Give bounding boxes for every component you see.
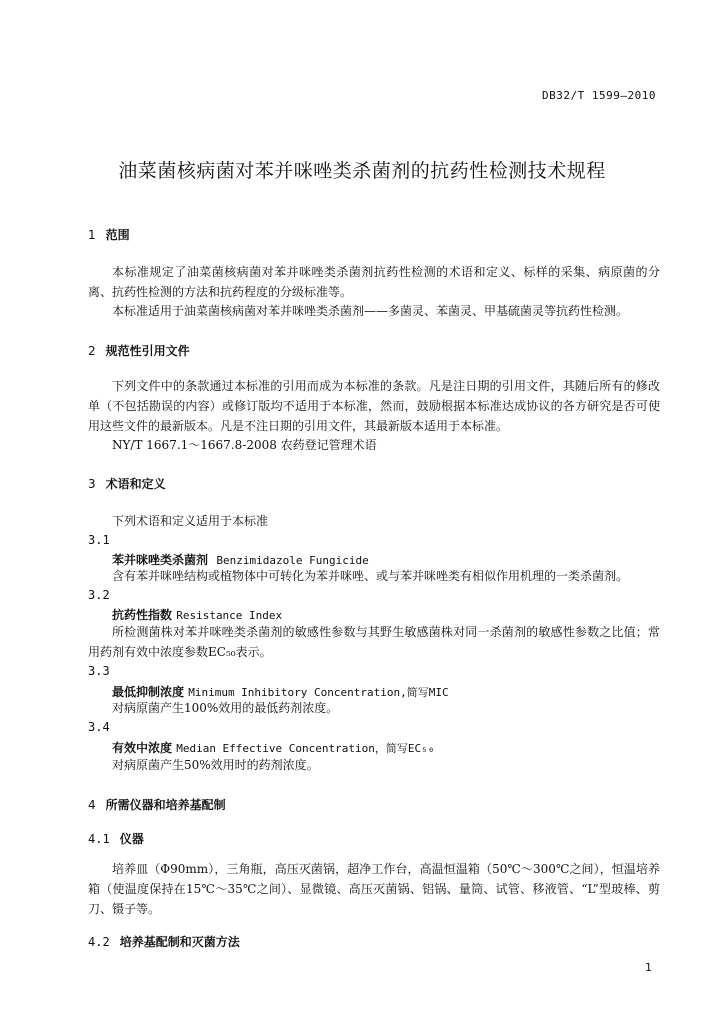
term-3-1-number: 3.1 [88,533,110,547]
term-chinese: 最低抑制浓度 [112,685,185,699]
section-number: 1 [88,228,96,242]
section-title: 仪器 [119,832,144,846]
term-3-2-number: 3.2 [88,588,110,602]
section-1-heading [88,226,130,243]
normative-reference: NY/T 1667.1～1667.8-2008 农药登记管理术语 [112,438,377,452]
term-english: Benzimidazole Fungicide [216,554,369,567]
term-3-4-definition: 对病原菌产生50%效用时的药剂浓度。 [112,758,319,772]
term-chinese: 抗药性指数 [112,608,173,622]
term-chinese: 有效中浓度 [112,741,173,755]
page-number: 1 [645,961,652,974]
section-4-2-heading [88,933,240,950]
section-number: 4.2 [88,935,110,949]
section-title: 规范性引用文件 [105,344,190,358]
section-title: 培养基配制和灭菌方法 [119,935,240,949]
term-chinese: 苯并咪唑类杀菌剂 [112,553,209,567]
term-3-1-definition: 含有苯并咪唑结构或植物体中可转化为苯并咪唑、或与苯并咪唑类有相似作用机理的一类杀菌剂。 [112,569,629,583]
section-number: 4.1 [88,832,110,846]
standard-code: DB32/T 1599—2010 [542,89,656,102]
term-3-4-title [112,739,434,756]
section-3-intro: 下列术语和定义适用于本标准 [112,514,269,528]
section-title: 范围 [105,228,130,242]
term-3-2-title [112,606,282,623]
term-english: Resistance Index [176,609,283,622]
term-english: Minimum Inhibitory Concentration,简写MIC [188,686,449,699]
section-1-paragraph-2: 本标准适用于油菜菌核病菌对苯并咪唑类杀菌剂——多菌灵、苯菌灵、甲基硫菌灵等抗药性检测。 [112,304,629,318]
term-3-4-number: 3.4 [88,720,110,734]
section-4-1-heading [88,830,144,847]
section-number: 2 [88,344,96,358]
section-2-heading [88,342,190,359]
term-english: Median Effective Concentration，简写EC₅₀ [176,742,435,755]
section-number: 4 [88,798,96,812]
section-title: 术语和定义 [105,477,166,491]
term-3-3-definition: 对病原菌产生100%效用的最低药剂浓度。 [112,701,339,715]
section-title: 所需仪器和培养基配制 [105,798,226,812]
term-3-2-definition: 所检测菌株对苯并咪唑类杀菌剂的敏感性参数与其野生敏感菌株对同一杀菌剂的敏感性参数之比值；常用药剂有效中浓度参数EC₅₀表示。 [88,625,660,659]
section-1-paragraph-1: 本标准规定了油菜菌核病菌对苯并咪唑类杀菌剂抗药性检测的术语和定义、标样的采集、病原菌的分离、抗药性检测的方法和抗药程度的分级标准等。 [88,265,660,299]
section-2-paragraph-1: 下列文件中的条款通过本标准的引用而成为本标准的条款。凡是注日期的引用文件，其随后所有的修改单（不包括勘误的内容）或修订版均不适用于本标准，然而，鼓励根据本标准达成协议的各方研究是否可使用这些文件的最新版本。凡是不注日期的引用文件，其最新版本适用于本标准。 [88,379,660,433]
section-number: 3 [88,477,96,491]
section-4-heading [88,796,226,813]
document-title: 油菜菌核病菌对苯并咪唑类杀菌剂的抗药性检测技术规程 [118,160,606,182]
section-3-heading [88,475,166,492]
section-4-1-paragraph: 培养皿（Φ90mm），三角瓶，高压灭菌锅，超净工作台，高温恒温箱（50℃～300℃之间），恒温培养箱（使温度保持在15℃～35℃之间）、显微镜、高压灭菌锅、铝锅、量筒、试管、移液管、“L”型玻棒、剪刀、镊子等。 [88,862,660,916]
term-3-3-number: 3.3 [88,664,110,678]
